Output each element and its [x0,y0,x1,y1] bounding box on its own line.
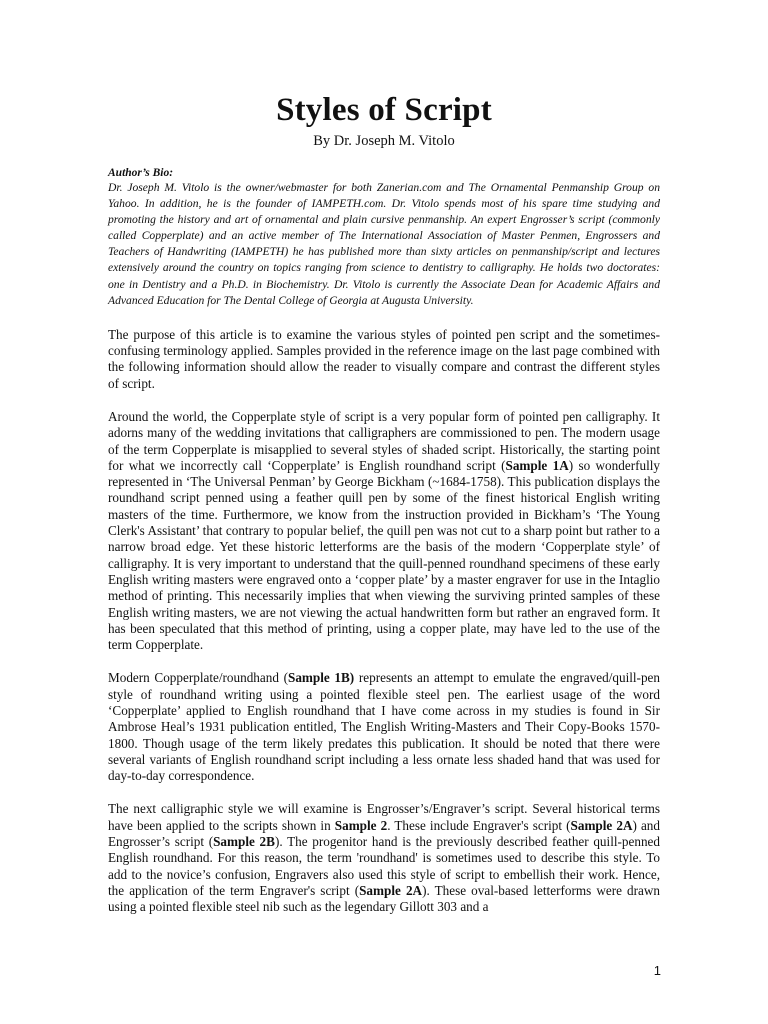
paragraph-text: Modern Copperplate/roundhand ( [108,670,288,686]
sample-reference: Sample 2B [213,834,275,850]
sample-reference: Sample 2A [570,817,633,833]
bio-text: Dr. Joseph M. Vitolo is the owner/webmaster for both Zanerian.com and The Ornamental Penmanship Group on Yahoo. In addition, he is the founder of IAMPETH.com. Dr. Vitolo spends most of his spare time studying and promoting the history and art of ornamental and plain cursive penmanship. An expert Engrosser’s script (commonly called Copperplate) and an active member of The International Association of Master Penmen, Engrossers and Teachers of Handwriting (IAMPETH) he has published more than sixty articles on penmanship/script and lectures extensively around the country on topics ranging from science to dentistry to calligraphy. He holds two doctorates: one in Dentistry and a Ph.D. in Biochemistry. Dr. Vitolo is currently the Associate Dean for Academic Affairs and Advanced Education for The Dental College of Georgia at Augusta University. [108,181,660,307]
paragraph-copperplate-history [108,409,660,653]
sample-reference: Sample 1A [505,457,569,473]
paragraph-text: represents an attempt to emulate the engraved/quill-pen style of roundhand writing using a pointed flexible steel pen. The earliest usage of the word ‘Copperplate’ applied to English roundhand that I have come across in my studies is found in Sir Ambrose Heal’s 1931 publication entitled, The English Writing-Masters and Their Copy-Books 1570-1800. Though usage of the term likely predates this publication. It should be noted that there were several variants of English roundhand script including a less ornate less shaded hand that was used for day-to-day correspondence. [108,670,660,784]
sample-reference: Sample 2 [334,817,388,833]
sample-reference: Sample 1B) [287,670,355,686]
paragraph-text: . These include Engraver's script ( [387,817,571,833]
paragraph-engrossers-script [108,801,660,915]
paragraph-text: ). These oval-based letterforms were drawn using a pointed flexible steel nib such as the legendary Gillott 303 and a [108,882,660,915]
document-title: Styles of Script [276,92,492,128]
author-bio [108,166,660,309]
document-body [108,166,660,916]
sample-reference: Sample 2A [359,882,423,898]
paragraph-text: Around the world, the Copperplate style of script is a very popular form of pointed pen calligraphy. It adorns many of the wedding invitations that calligraphers are commissioned to pen. The modern usage of the term Copperplate is misapplied to several styles of shaded script. Historically, the starting point for what we incorrectly call ‘Copperplate’ is English roundhand script ( [108,408,660,473]
paragraph-modern-copperplate [108,670,660,784]
paragraph-text: ). The progenitor hand is the previously described feather quill-penned English roundhand. For this reason, the term 'roundhand' is sometimes used to describe this style. To add to the novice’s confusion, Engravers also used this style of script to embellish their work. Hence, the application of the term Engraver's script ( [108,834,660,898]
paragraph-text: ) and Engrosser’s script ( [108,817,660,850]
author-byline: By Dr. Joseph M. Vitolo [313,133,455,149]
paragraph-purpose: The purpose of this article is to examine the various styles of pointed pen script and the sometimes-confusing terminology applied. Samples provided in the reference image on the last page combined with the following information should allow the reader to visually compare and contrast the different styles of script. [108,326,660,391]
bio-heading: Author’s Bio: [108,167,174,179]
paragraph-text: ) so wonderfully represented in ‘The Universal Penman’ by George Bickham (~1684-1758). This publication displays the roundhand script penned using a feather quill pen by some of the finest historical English writing masters of the time. Furthermore, we know from the instruction provided in Bickham’s ‘The Young Clerk's Assistant’ that contrary to popular belief, the quill pen was not cut to a sharp point but rather to a narrow broad edge. Yet these historic letterforms are the basis of the modern ‘Copperplate style’ of calligraphy. It is very important to understand that the quill-penned roundhand specimens of these early English writing masters were engraved onto a ‘copper plate’ by a master engraver for use in the Intaglio method of printing. This necessarily implies that when viewing the surviving printed samples of these English writing masters, we are not viewing the actual handwritten form but rather an engraved form. It has been speculated that this method of printing, using a copper plate, may have led to the use of the term Copperplate. [108,457,660,653]
page-number: 1 [653,963,661,978]
paragraph-text: The next calligraphic style we will examine is Engrosser’s/Engraver’s script. Several historical terms have been applied to the scripts shown in [108,801,660,833]
